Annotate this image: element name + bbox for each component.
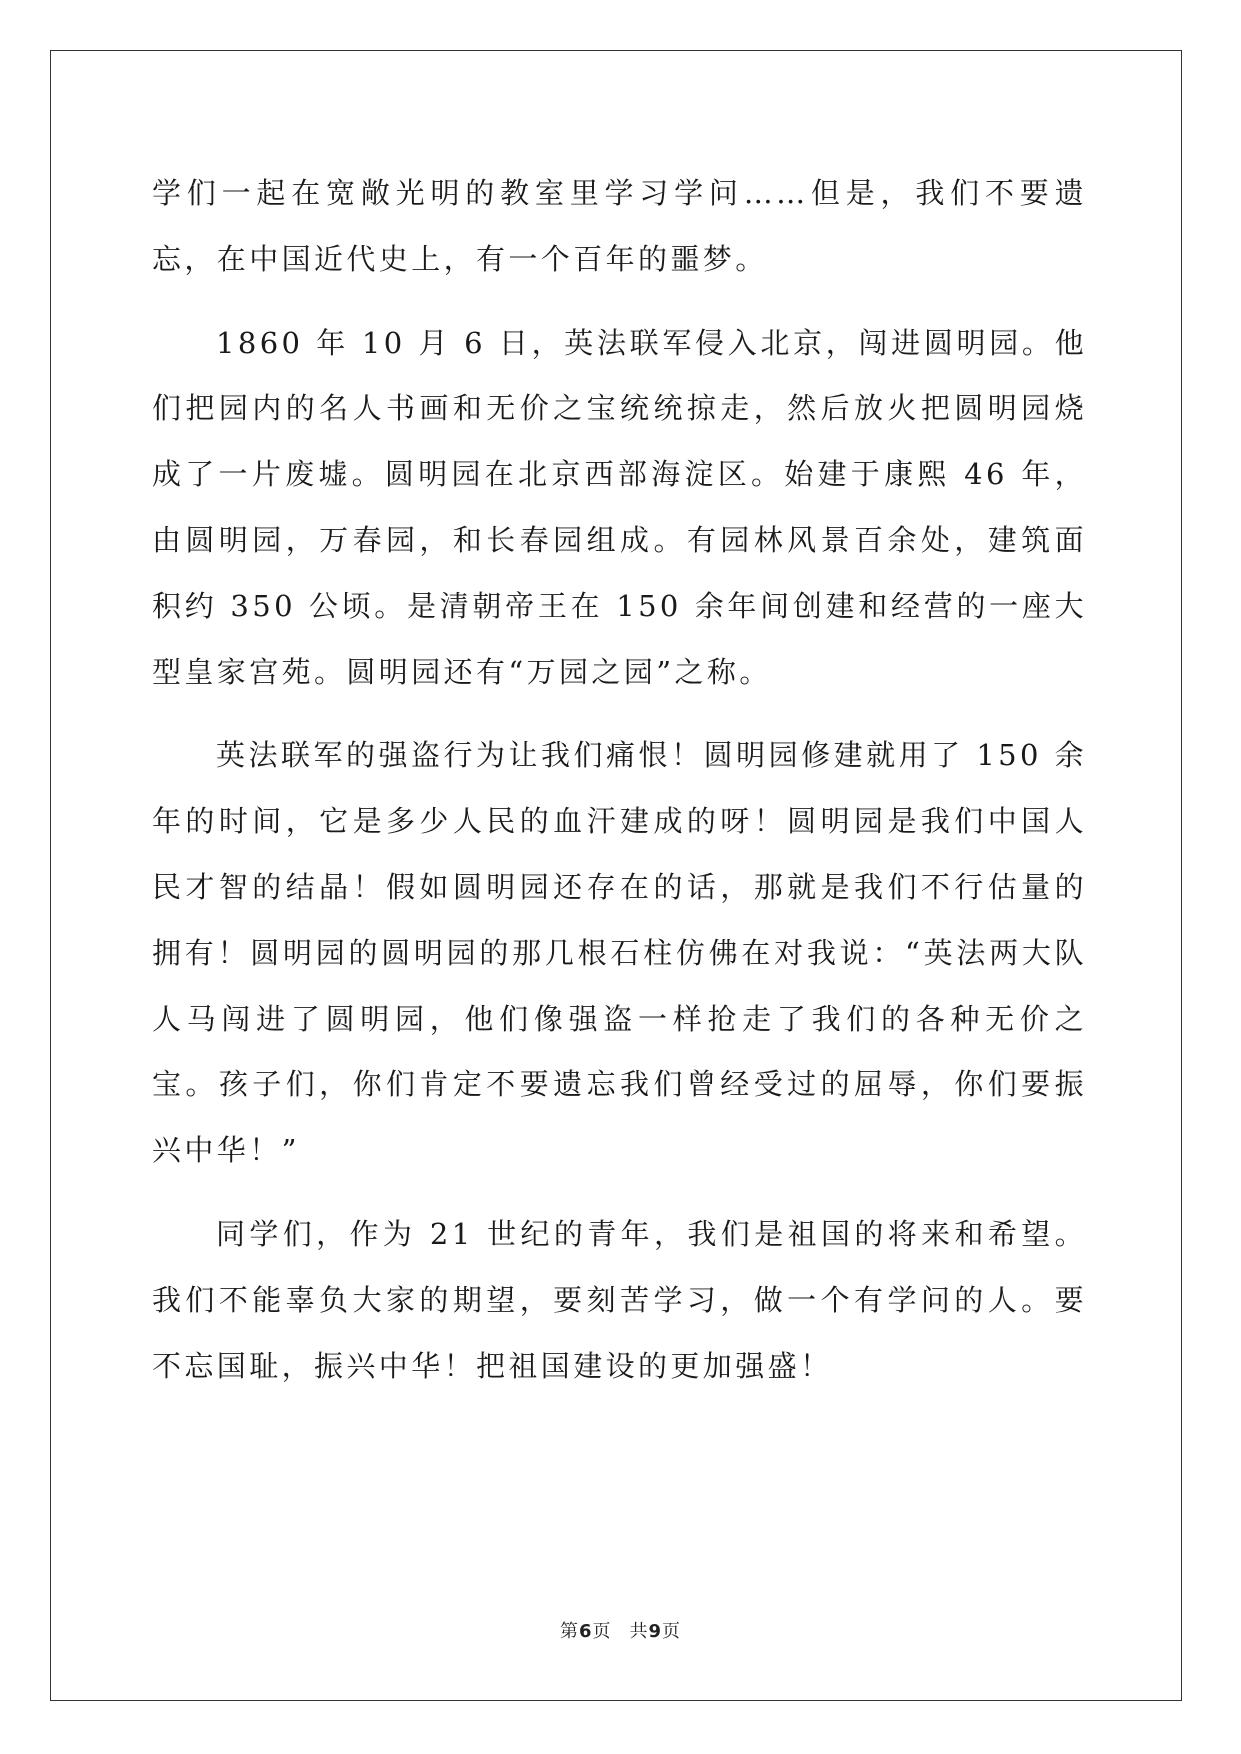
footer-total-suffix: 页	[662, 1621, 682, 1642]
paragraph-feelings: 英法联军的强盗行为让我们痛恨！圆明园修建就用了 150 余年的时间，它是多少人民的血汗建成的呀！圆明园是我们中国人民才智的结晶！假如圆明园还存在的话，那就是我们不行估量的拥有！圆明园的圆明园的那几根石柱仿佛在对我说：“英法两大队人马闯进了圆明园，他们像强盗一样抢走了我们的各种无价之宝。孩子们，你们肯定不要遗忘我们曾经受过的屈辱，你们要振兴中华！”	[152, 738, 1087, 1168]
total-pages-number: 9	[648, 1621, 663, 1642]
footer-total-prefix: 共	[629, 1621, 649, 1642]
paragraph-continuation: 学们一起在宽敞光明的教室里学习学问……但是，我们不要遗忘，在中国近代史上，有一个百年的噩梦。	[152, 176, 1087, 276]
footer-page-suffix: 页	[592, 1621, 612, 1642]
paragraph-history: 1860 年 10 月 6 日，英法联军侵入北京，闯进圆明园。他们把园内的名人书画和无价之宝统统掠走，然后放火把圆明园烧成了一片废墟。圆明园在北京西部海淀区。始建于康熙 46 年，由圆明园，万春园，和长春园组成。有园林风景百余处，建筑面积约 350 公顷。是清朝帝王在 150 余年间创建和经营的一座大型皇家宫苑。圆明园还有“万园之园”之称。	[152, 325, 1087, 689]
document-body	[152, 161, 1087, 1399]
page-footer	[0, 1617, 1241, 1643]
current-page-number: 6	[578, 1621, 593, 1642]
paragraph-conclusion: 同学们，作为 21 世纪的青年，我们是祖国的将来和希望。我们不能辜负大家的期望，要刻苦学习，做一个有学问的人。要不忘国耻，振兴中华！把祖国建设的更加强盛！	[152, 1216, 1087, 1383]
footer-prefix: 第	[559, 1621, 579, 1642]
